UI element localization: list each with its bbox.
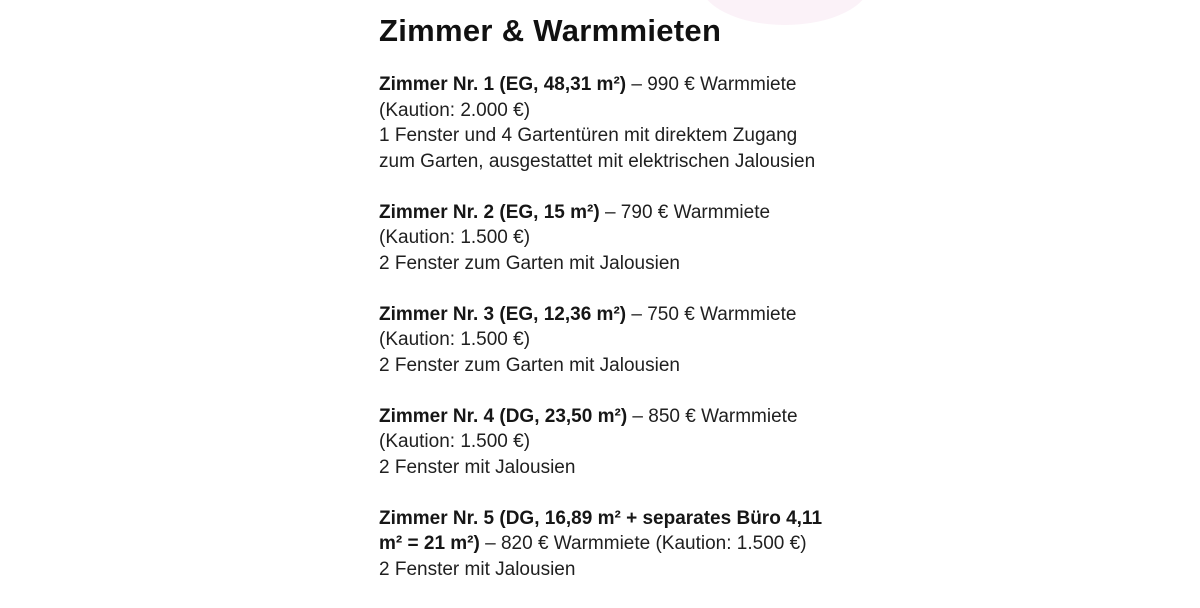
room-price: – 750 € Warmmiete (Kaution: 1.500 €) <box>379 303 797 350</box>
room-item-2 <box>379 200 824 277</box>
room-description: 1 Fenster und 4 Gartentüren mit direktem Zugang zum Garten, ausgestattet mit elektrischen Jalousien <box>379 125 816 172</box>
room-item-3 <box>379 302 824 379</box>
rooms-article <box>379 8 824 608</box>
page-title: Zimmer & Warmmieten <box>379 13 722 48</box>
room-description: 2 Fenster zum Garten mit Jalousien <box>379 252 680 274</box>
room-heading: Zimmer Nr. 2 (EG, 15 m²) <box>379 201 600 223</box>
room-price: – 790 € Warmmiete (Kaution: 1.500 €) <box>379 201 771 248</box>
room-description: 2 Fenster mit Jalousien <box>379 558 576 580</box>
room-heading: Zimmer Nr. 5 (DG, 16,89 m² + separates Büro 4,11 m² = 21 m²) <box>379 507 823 554</box>
rooms-list <box>379 72 824 582</box>
room-price: – 820 € Warmmiete (Kaution: 1.500 €) <box>479 533 807 554</box>
room-item-1 <box>379 72 824 174</box>
room-item-4 <box>379 404 824 481</box>
room-heading: Zimmer Nr. 1 (EG, 48,31 m²) <box>379 74 627 95</box>
room-price: – 990 € Warmmiete (Kaution: 2.000 €) <box>379 74 797 121</box>
room-description: 2 Fenster zum Garten mit Jalousien <box>379 354 680 376</box>
room-description: 2 Fenster mit Jalousien <box>379 456 576 478</box>
room-item-5 <box>379 506 824 583</box>
room-heading: Zimmer Nr. 4 (DG, 23,50 m²) <box>379 405 628 427</box>
room-heading: Zimmer Nr. 3 (EG, 12,36 m²) <box>379 303 627 325</box>
room-price: – 850 € Warmmiete (Kaution: 1.500 €) <box>379 405 798 452</box>
